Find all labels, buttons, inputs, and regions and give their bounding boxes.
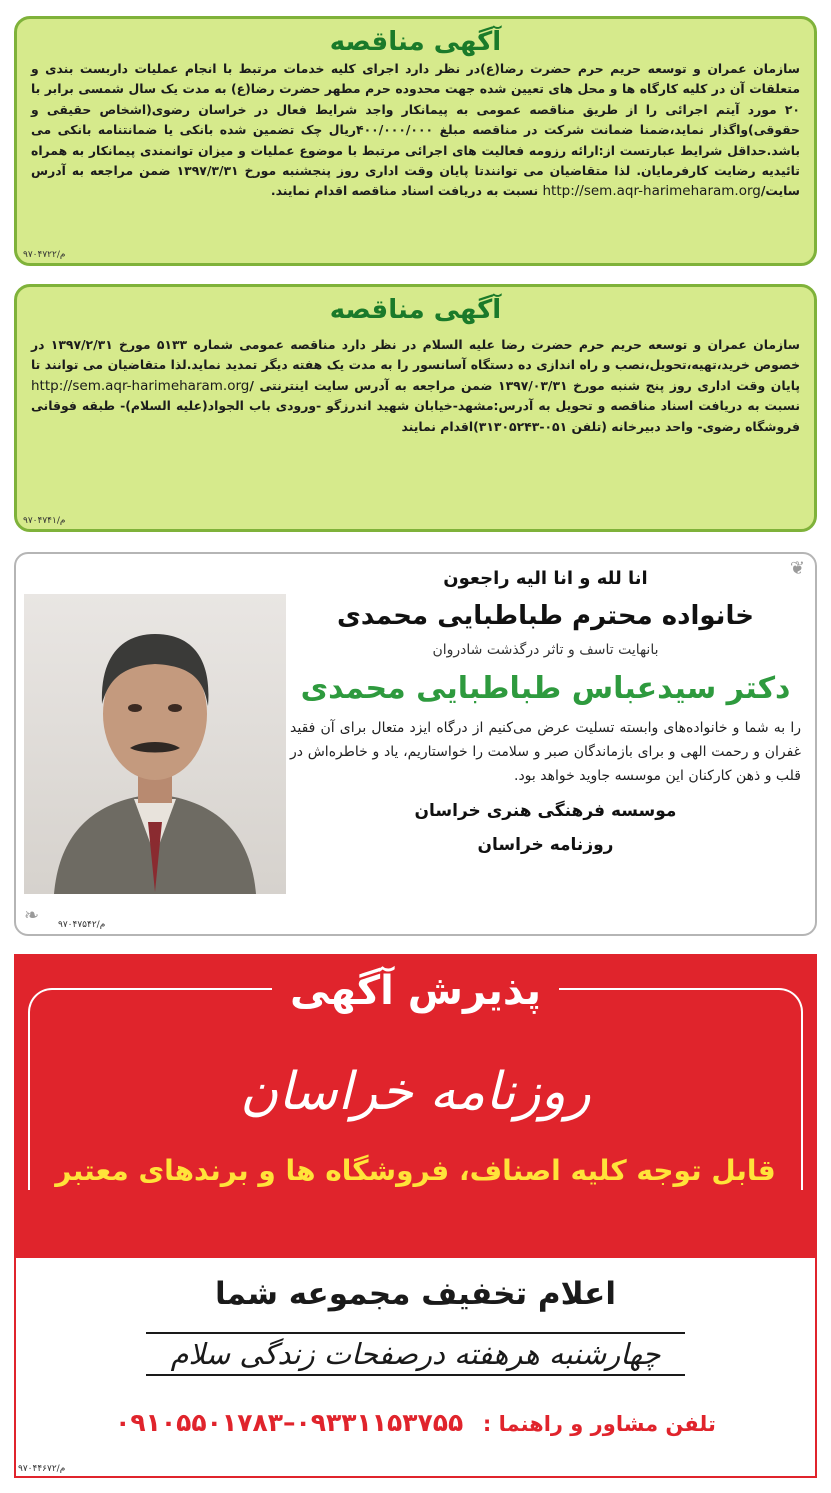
phone-label: تلفن مشاور و راهنما : [482,1412,716,1436]
tender-body-text-3: نسبت به دریافت اسناد مناقصه اقدام نمایند. [270,183,539,199]
phone-numbers[interactable]: ۰۹۱۰۵۵۰۱۷۸۳–۰۹۳۳۱۱۵۳۷۵۵ [115,1408,464,1437]
tender-body-text: سازمان عمران و توسعه حریم حرم حضرت رضا(ع)در نظر دارد اجرای کلیه خدمات مرتبط با انجام عملیات داربست بندی و متعلقات آن در کلیه کارگاه ها و محل های تعیین شده جهت محدوده حرم مطهر حضرت رضا(ع) به مدت یک سال شمسی برابر با ۲۰ مورد آیتم اجرائی را از طریق مناقصه عمومی به پیمانکار واجد شرایط فعال در خراسان رضوی(اشخاص حقیقی و حقوقی)واگذار نماید،ضمنا ضمانت شرکت در مناقصه مبلغ ۴۰۰/۰۰۰/۰۰۰ریال چک تضمین شده بانکی یا ضمانتنامه بانکی می باشد.حداقل شرایط عبارتست از:ارائه رزومه فعالیت های اجرائی مرتبط با موضوع عملیات و میزان توانمندی پیمانکار به همراه تائیدیه رضایت کارفرمایان. [31,61,800,179]
contact-row [16,1408,815,1437]
tender-body [31,335,800,437]
ad-headline [16,968,815,1014]
tender-body-text: سازمان عمران و توسعه حریم حرم حضرت رضا علیه السلام در نظر دارد مناقصه عمومی شماره ۵۱۳۳ مورخ ۱۳۹۷/۲/۳۱ در خصوص خرید،تهیه،تحویل،نصب و راه اندازی ده دستگاه آسانسور را به مدت یک هفته دیگر تمدید نماید.لذا متقاضیان می توانند تا پایان وقت اداری روز پنج شنبه مورخ ۱۳۹۷/۰۳/۳۱ ضمن مراجعه به آدرس سایت اینترنتی / [31,337,800,393]
ad-tagline: قابل توجه کلیه اصناف، فروشگاه ها و برندهای معتبر [55,1154,776,1187]
ad-code: م/۹۷۰۴۷۴۱ [23,516,66,526]
obituary-text [286,562,805,862]
condolence-paragraph: را به شما و خانواده‌های وابسته تسلیت عرض می‌کنیم از درگاه ایزد متعال برای آن فقید غفران و رحمت الهی و برای بازماندگان صبر و سلامت را خواستاریم، یاد و خاطره‌اش در قلب و ذهن کارکنان این موسسه جاوید خواهد بود. [290,720,801,784]
deceased-name: دکتر سیدعباس طباطبایی محمدی [300,671,791,706]
ad-acceptance-box [14,954,817,1478]
discount-announcement: اعلام تخفیف مجموعه شما [215,1276,616,1312]
tender-title: آگهی مناقصه [329,27,502,57]
ad-code: م/۹۷۰۴۷۲۲ [23,250,66,260]
newspaper-brand: روزنامه خراسان [240,1062,591,1122]
tender-title: آگهی مناقصه [329,295,502,325]
tender-body [31,59,800,202]
tender-url-link[interactable]: http://sem.aqr-harimeharam.org [542,183,761,200]
ornament-icon: ❦ [789,558,805,579]
condolence-intro: بانهایت تاسف و تاثر درگذشت شادروان [432,642,659,658]
tender-body-text-2: نسبت به دریافت اسناد مناقصه و تحویل به آدرس:مشهد-خیابان شهید اندرزگو -ورودی باب الجواد(علیه السلام)- طبقه فوقانی فروشگاه رضوی- واحد دبیرخانه (تلفن ۰۵۱-۳۱۳۰۵۲۴۳)اقدام نمایند [31,398,800,434]
verse-line: انا لله و انا الیه راجعون [443,568,648,589]
tender-notice-2 [14,284,817,532]
tender-url-link[interactable]: http://sem.aqr-harimeharam.org [31,377,250,394]
portrait-photo [24,594,286,894]
obituary-notice [14,552,817,936]
signature-newspaper: روزنامه خراسان [477,835,614,855]
tender-body-text-2: لذا متقاضیان می توانندتا پایان وقت اداری روز پنجشنبه مورخ ۱۳۹۷/۳/۳۱ ضمن مراجعه به آدرس سایت/ [31,163,800,199]
portrait-illustration [24,594,286,894]
ad-code: م/۹۷۰۴۷۵۴۲ [58,920,106,930]
signature-institute: موسسه فرهنگی هنری خراسان [414,801,677,821]
ornament-icon: ❧ [24,905,40,926]
ad-headline-text: پذیرش آگهی [272,968,559,1014]
tender-notice-1 [14,16,817,266]
publication-day: چهارشنبه هرهفته درصفحات زندگی سلام [146,1332,685,1376]
family-name: خانواده محترم طباطبایی محمدی [337,601,754,631]
ad-code: م/۹۷۰۴۴۶۷۲ [18,1464,66,1474]
